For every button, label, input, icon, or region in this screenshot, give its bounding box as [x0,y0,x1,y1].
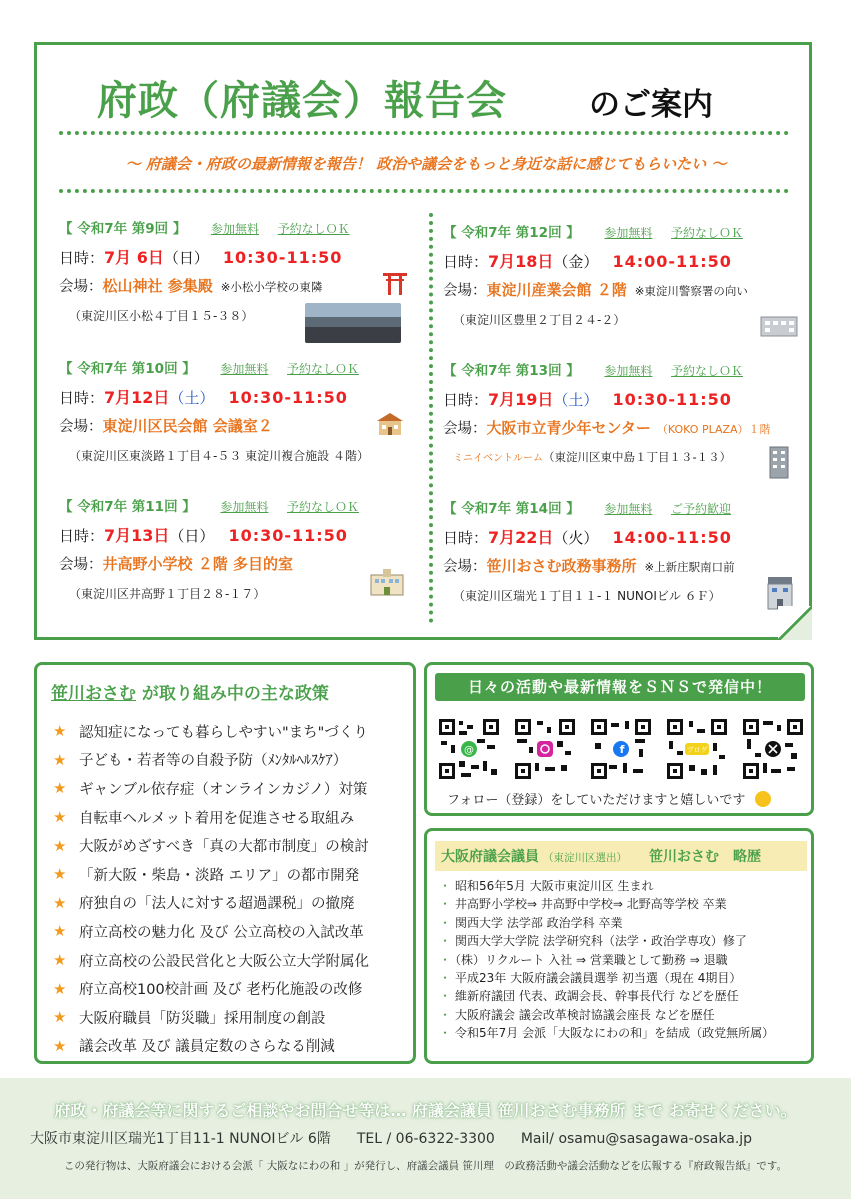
session-reservation-tag: 予約なしＯＫ [671,226,744,240]
session-datetime [443,525,793,549]
session-item [59,495,409,602]
session-venue-name: 松山神社 参集殿 [102,277,213,295]
event-announcement-card [34,42,812,640]
session-venue [443,417,807,441]
career-panel [424,828,814,1064]
session-date: 7月 6日 [104,248,164,267]
session-address-text: （東淀川区東中島１丁目１３-１３） [543,450,732,464]
policy-panel [34,662,416,1064]
session-address: （東淀川区瑞光１丁目１１-１ NUNOIビル ６Ｆ） [453,589,721,603]
session-room: ミニイベントルーム [453,453,543,464]
svg-text:f: f [619,743,625,756]
list-item: ・ 関西大学大学院 法学研究科（法学・政治学専攻）修了 [439,934,747,949]
star-icon: ★ [53,750,67,769]
session-datetime [59,245,409,269]
list-item: ・ 令和5年7月 会派「大阪なにわの和」を結成（政党無所属） [439,1026,775,1041]
session-number: 【 令和7年 第10回 】 [59,361,196,377]
bullet-icon: ・ [439,879,452,893]
session-reservation-tag: 予約なしＯＫ [277,222,350,236]
session-datetime [59,523,409,547]
list-item: ・ 井高野小学校⇒ 井高野中学校⇒ 北野高等学校 卒業 [439,897,727,912]
session-reservation-tag: ご予約歓迎 [671,502,732,516]
session-datetime [443,249,793,273]
session-venue [443,279,793,303]
bullet-icon: ・ [439,1007,452,1022]
dotted-divider-vertical [429,213,433,623]
star-icon: ★ [53,979,67,998]
contact-info [30,1128,830,1148]
sns-footer-text: フォロー（登録）をしていただけますと嬉しいです [447,793,746,808]
career-name: 笹川おさむ 略歴 [649,849,761,865]
session-item [443,497,793,604]
session-header [59,217,409,239]
policy-title [51,679,329,704]
contact-headline: 府政・府議会等に関するご相談やお問合せ等は… 府議会議員 笹川おさむ事務所 まで お寄せください。 [54,1101,797,1120]
session-address: （東淀川区小松４丁目１５-３８） [69,309,254,323]
policy-title-rest: が取り組み中の主な政策 [136,684,329,704]
contact-footer [0,1078,851,1199]
session-item [443,359,807,465]
list-item: ・ 大阪府議会 議会改革検討協議会座長 などを歴任 [439,1007,715,1022]
bullet-icon: ・ [439,915,452,930]
session-time: 14:00-11:50 [612,528,732,547]
bullet-icon: ・ [439,1026,452,1041]
bullet-icon: ・ [439,989,452,1004]
sns-title: 日々の活動や最新情報をＳＮＳで発信中！ [435,673,805,701]
session-time: 10:30-11:50 [222,248,343,267]
session-fee-tag: 参加無料 [211,222,260,236]
sns-footer [447,789,771,808]
session-weekday: （土） [169,389,215,407]
session-venue-name: 大阪市立青少年センター [486,419,651,437]
session-venue-note: ※上新庄駅南口前 [644,560,735,574]
session-date-prefix: 日時： [59,389,105,407]
list-item: ・ （株）リクルート 入社 ⇒ 営業職として勤務 ⇒ 退職 [439,952,728,967]
session-reservation-tag: 予約なしＯＫ [671,364,744,378]
session-venue-prefix: 会場： [59,419,103,435]
session-header [443,221,793,243]
star-icon: ★ [53,865,67,884]
list-item: ・ 昭和56年5月 大阪市東淀川区 生まれ [439,879,654,893]
star-icon: ★ [53,1008,67,1027]
svg-text:@: @ [464,745,474,756]
list-item: ★ 府立高校の公設民営化と大阪公立大学附属化 [53,951,369,970]
session-venue-note: ※東淀川警察署の向い [634,284,748,298]
session-number: 【 令和7年 第11回 】 [59,499,196,515]
qr-code-row [437,717,809,783]
session-date: 7月18日 [488,252,554,271]
session-address: （東淀川区豊里２丁目２４-２） [453,313,626,327]
session-number: 【 令和7年 第9回 】 [59,221,187,237]
session-number: 【 令和7年 第13回 】 [443,363,580,379]
meeting-photo [305,303,401,343]
session-fee-tag: 参加無料 [604,364,653,378]
session-date-prefix: 日時： [59,527,105,545]
list-item: ★ 大阪府職員「防災職」採用制度の創設 [53,1008,326,1027]
session-venue-name: 東淀川産業会館 ２階 [486,281,627,299]
session-weekday: （金） [553,253,599,271]
list-item: ・ 関西大学 法学部 政治学科 卒業 [439,915,623,930]
star-icon: ★ [53,922,67,941]
bullet-icon: ・ [439,934,452,949]
list-item: ★ 認知症になっても暮らしやすい"まち"づくり [53,722,368,741]
page-fold-corner [778,606,812,640]
tower-building-icon [767,445,791,479]
page-subtitle: 〜 府議会・府政の最新情報を報告！ 政治や議会をもっと身近な話に感じてもらいたい 〜 [125,155,727,173]
session-venue-prefix: 会場： [59,557,103,573]
blog-qr-code[interactable] [665,717,729,781]
community-hall-icon [375,411,405,437]
session-date: 7月12日 [104,388,170,407]
session-date: 7月22日 [488,528,554,547]
contact-tel[interactable]: TEL / 06-6322-3300 [356,1131,495,1147]
title-row [97,69,757,129]
session-venue-prefix: 会場： [443,421,487,437]
session-venue [59,275,409,299]
list-item: ★ 自転車ヘルメット着用を促進させる取組み [53,808,355,827]
star-icon: ★ [53,808,67,827]
session-header [59,357,409,379]
email-qr-code[interactable] [437,717,501,781]
session-venue-prefix: 会場： [59,279,103,295]
career-list [439,877,774,1043]
session-date-prefix: 日時： [443,529,489,547]
session-item [59,357,409,464]
session-item [443,221,793,328]
session-fee-tag: 参加無料 [604,502,653,516]
session-address: （東淀川区井高野１丁目２８-１７） [69,587,266,601]
session-weekday: （日） [169,527,215,545]
dotted-divider-bottom [59,189,789,193]
session-venue-prefix: 会場： [443,559,487,575]
instagram-qr-code[interactable] [513,717,577,781]
list-item: ・ 平成23年 大阪府議会議員選挙 初当選（現在 4期目） [439,970,742,985]
session-number: 【 令和7年 第14回 】 [443,501,580,517]
bullet-icon: ・ [439,970,452,985]
session-datetime [59,385,409,409]
session-number: 【 令和7年 第12回 】 [443,225,580,241]
list-item: ★ 府立高校100校計画 及び 老朽化施設の改修 [53,979,363,999]
session-fee-tag: 参加無料 [604,226,653,240]
session-header [443,359,807,381]
session-date-prefix: 日時： [443,253,489,271]
list-item: ★ 子ども・若者等の自殺予防（ﾒﾝﾀﾙﾍﾙｽｹｱ） [53,750,348,770]
sns-panel [424,662,814,816]
page-title-suffix: のご案内 [589,87,713,123]
facebook-qr-code[interactable] [589,717,653,781]
smiley-icon [755,791,771,807]
star-icon: ★ [53,779,67,798]
session-time: 10:30-11:50 [228,388,348,407]
session-header [59,495,409,517]
session-header [443,497,793,519]
session-address [443,449,807,465]
session-venue-name: 東淀川区民会館 会議室２ [102,417,273,435]
policy-list [53,717,413,1060]
session-reservation-tag: 予約なしＯＫ [287,500,360,514]
policy-title-name: 笹川おさむ [51,684,136,704]
list-item: ★ 府独自の「法人に対する超過課税」の撤廃 [53,893,355,913]
session-venue-name: 笹川おさむ政務事務所 [486,557,637,575]
list-item: ★ ギャンブル依存症（オンラインカジノ）対策 [53,779,368,798]
session-venue [443,555,793,579]
career-district: （東淀川区選出） [543,852,627,864]
star-icon: ★ [53,893,67,912]
office-building-icon [759,313,799,337]
list-item: ★ 議会改革 及び 議員定数のさらなる削減 [53,1036,335,1056]
session-venue-name: 井高野小学校 ２階 多目的室 [102,555,293,573]
session-fee-tag: 参加無料 [220,362,269,376]
session-date-prefix: 日時： [443,391,489,409]
session-weekday: （土） [553,391,599,409]
session-fee-tag: 参加無料 [220,500,269,514]
session-venue-prefix: 会場： [443,283,487,299]
list-item: ★ 「新大阪・柴島・淡路 エリア」の都市開発 [53,865,360,884]
session-datetime [443,387,807,411]
list-item: ・ 維新府議団 代表、政調会長、幹事長代行 などを歴任 [439,989,739,1004]
career-title [435,841,807,871]
publication-note: この発行物は、大阪府議会における会派「 大阪なにわの和 」が発行し、府議会議員 笹川理 の政務活動や議会活動などを広報する『府政報告紙』です。 [63,1160,788,1172]
session-date: 7月19日 [488,390,554,409]
session-time: 10:30-11:50 [228,526,348,545]
list-item: ★ 府立高校の魅力化 及び 公立高校の入試改革 [53,922,364,941]
dotted-divider-top [59,131,789,135]
school-building-icon [369,567,405,597]
career-role: 大阪府議会議員 [441,849,539,865]
session-weekday: （日） [163,249,209,267]
star-icon: ★ [53,1036,67,1055]
session-date: 7月13日 [104,526,170,545]
session-time: 10:30-11:50 [612,390,732,409]
star-icon: ★ [53,951,67,970]
contact-mail[interactable]: Mail/ osamu@sasagawa-osaka.jp [520,1131,753,1147]
torii-gate-icon [382,271,408,295]
session-venue-note: ※小松小学校の東隣 [220,280,323,294]
session-venue [59,415,409,439]
session-venue [59,553,409,577]
bullet-icon: ・ [439,952,452,967]
list-item: ★ 大阪がめざすべき「真の大都市制度」の検討 [53,836,369,856]
session-date-prefix: 日時： [59,249,105,267]
session-address: （東淀川区東淡路１丁目４-５３ 東淀川複合施設 ４階） [69,449,369,463]
x-qr-code[interactable] [741,717,805,781]
star-icon: ★ [53,836,67,855]
session-time: 14:00-11:50 [612,252,732,271]
page-title: 府政（府議会）報告会 [97,78,507,124]
blog-label: ブログ [686,746,708,754]
bullet-icon: ・ [439,897,452,912]
session-venue-extra: （KOKO PLAZA）１階 [656,423,771,436]
session-reservation-tag: 予約なしＯＫ [287,362,360,376]
session-weekday: （火） [553,529,599,547]
contact-address: 大阪市東淀川区瑞光1丁目11-1 NUNOIビル 6階 [30,1131,331,1147]
star-icon: ★ [53,722,67,741]
